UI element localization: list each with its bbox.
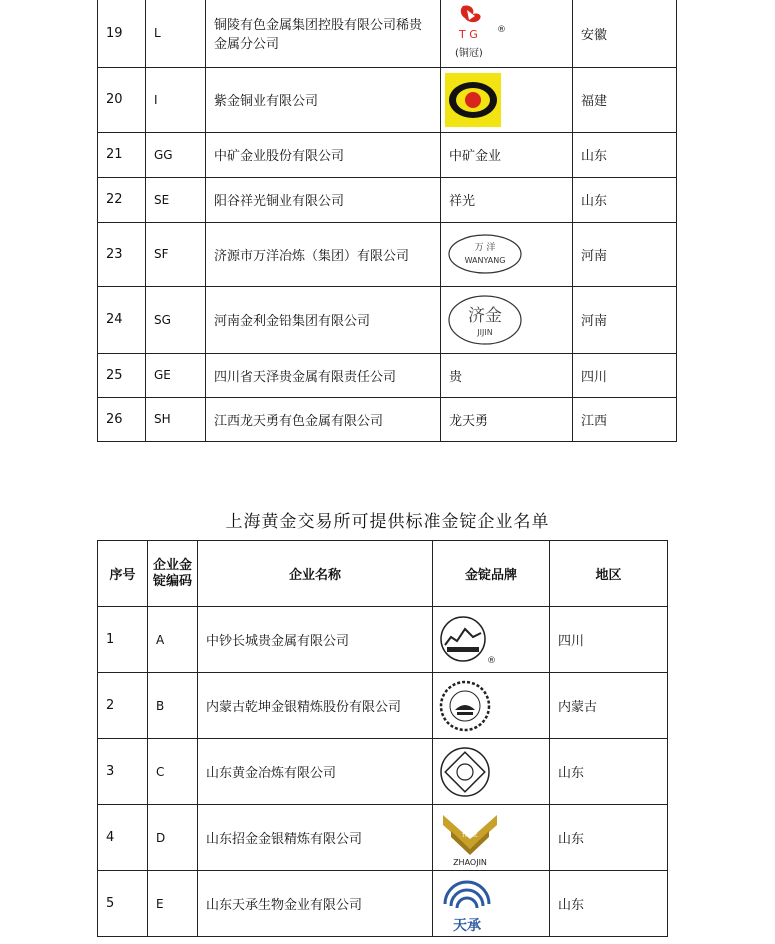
row-number: 23	[98, 222, 146, 286]
header-region: 地区	[550, 541, 668, 607]
row-number: 5	[98, 871, 148, 937]
svg-text:®: ®	[497, 25, 506, 36]
row-number: 1	[98, 607, 148, 673]
company-name: 四川省天泽贵金属有限责任公司	[206, 353, 441, 397]
brand-name: 祥光	[441, 177, 573, 222]
brand-cell	[433, 739, 550, 805]
svg-text:济金: 济金	[468, 305, 502, 326]
region: 江西	[573, 397, 677, 441]
company-name: 中矿金业股份有限公司	[206, 132, 441, 177]
brand-name: 中矿金业	[441, 132, 573, 177]
table-row	[98, 67, 677, 132]
row-number: 4	[98, 805, 148, 871]
region: 山东	[573, 132, 677, 177]
zijin-logo-icon	[445, 73, 501, 127]
company-name: 阳谷祥光铜业有限公司	[206, 177, 441, 222]
ingot-code: B	[148, 673, 198, 739]
row-number: 26	[98, 397, 146, 441]
brand-name: 贵	[441, 353, 573, 397]
table-row	[98, 177, 677, 222]
header-name: 企业名称	[198, 541, 433, 607]
svg-text:®: ®	[487, 655, 496, 666]
brand-cell	[433, 871, 550, 937]
svg-text:WANYANG: WANYANG	[464, 256, 506, 265]
tg-tongguan-logo-icon	[445, 2, 515, 64]
svg-text:T G: T G	[459, 28, 478, 42]
brand-cell	[441, 222, 573, 286]
gold-ingot-supplier-table	[97, 540, 668, 937]
table-header-row	[98, 541, 668, 607]
svg-text:天承: 天承	[453, 917, 481, 934]
svg-text:万 洋: 万 洋	[474, 243, 496, 253]
company-name: 河南金利金铅集团有限公司	[206, 286, 441, 353]
table-row	[98, 871, 668, 937]
brand-cell	[433, 805, 550, 871]
region: 山东	[550, 739, 668, 805]
brand-cell	[433, 607, 550, 673]
section-title: 上海黄金交易所可提供标准金锭企业名单	[225, 512, 550, 532]
ingot-code: D	[148, 805, 198, 871]
svg-text:ZHAOJIN: ZHAOJIN	[453, 857, 487, 867]
table-row	[98, 607, 668, 673]
tiancheng-logo-icon	[437, 874, 497, 934]
row-number: 2	[98, 673, 148, 739]
row-number: 3	[98, 739, 148, 805]
row-number: 21	[98, 132, 146, 177]
brand-cell	[441, 67, 573, 132]
region: 河南	[573, 222, 677, 286]
company-name: 江西龙天勇有色金属有限公司	[206, 397, 441, 441]
svg-text:JIJIN: JIJIN	[477, 327, 493, 337]
ingot-code: GG	[146, 132, 206, 177]
region: 河南	[573, 286, 677, 353]
jijin-logo-icon	[445, 293, 525, 347]
ingot-code: E	[148, 871, 198, 937]
company-name: 内蒙古乾坤金银精炼股份有限公司	[198, 673, 433, 739]
region: 山东	[550, 805, 668, 871]
svg-text:(铜冠): (铜冠)	[455, 48, 483, 60]
ingot-code: L	[146, 0, 206, 67]
table-row	[98, 739, 668, 805]
zhaojin-logo-icon	[437, 809, 503, 867]
table-row	[98, 805, 668, 871]
header-code: 企业金锭编码	[148, 541, 198, 607]
table-row	[98, 286, 677, 353]
company-name: 山东天承生物金业有限公司	[198, 871, 433, 937]
wanyang-logo-icon	[445, 231, 525, 277]
ingot-code: SH	[146, 397, 206, 441]
ingot-code: C	[148, 739, 198, 805]
row-number: 22	[98, 177, 146, 222]
table-row	[98, 0, 677, 67]
ingot-code: GE	[146, 353, 206, 397]
region: 内蒙古	[550, 673, 668, 739]
header-no: 序号	[98, 541, 148, 607]
header-brand: 金锭品牌	[433, 541, 550, 607]
brand-cell	[433, 673, 550, 739]
region: 福建	[573, 67, 677, 132]
brand-name: 龙天勇	[441, 397, 573, 441]
region: 山东	[573, 177, 677, 222]
company-name: 济源市万洋冶炼（集团）有限公司	[206, 222, 441, 286]
region: 山东	[550, 871, 668, 937]
region: 四川	[550, 607, 668, 673]
brand-cell	[441, 286, 573, 353]
top-refiner-table	[97, 0, 677, 442]
shandong-gold-logo-icon	[437, 744, 493, 800]
table-row	[98, 222, 677, 286]
table-row	[98, 397, 677, 441]
company-name: 紫金铜业有限公司	[206, 67, 441, 132]
company-name: 中钞长城贵金属有限公司	[198, 607, 433, 673]
company-name: 山东黄金冶炼有限公司	[198, 739, 433, 805]
company-name: 铜陵有色金属集团控股有限公司稀贵金属分公司	[206, 0, 441, 67]
svg-text:招金: 招金	[462, 828, 478, 838]
ingot-code: SG	[146, 286, 206, 353]
row-number: 19	[98, 0, 146, 67]
table-row	[98, 673, 668, 739]
row-number: 20	[98, 67, 146, 132]
row-number: 25	[98, 353, 146, 397]
brand-cell	[441, 0, 573, 67]
ingot-code: I	[146, 67, 206, 132]
great-wall-logo-icon	[437, 611, 497, 669]
row-number: 24	[98, 286, 146, 353]
ingot-code: SE	[146, 177, 206, 222]
region: 四川	[573, 353, 677, 397]
qiankun-logo-icon	[437, 678, 493, 734]
ingot-code: A	[148, 607, 198, 673]
company-name: 山东招金金银精炼有限公司	[198, 805, 433, 871]
table-row	[98, 132, 677, 177]
table-row	[98, 353, 677, 397]
region: 安徽	[573, 0, 677, 67]
ingot-code: SF	[146, 222, 206, 286]
